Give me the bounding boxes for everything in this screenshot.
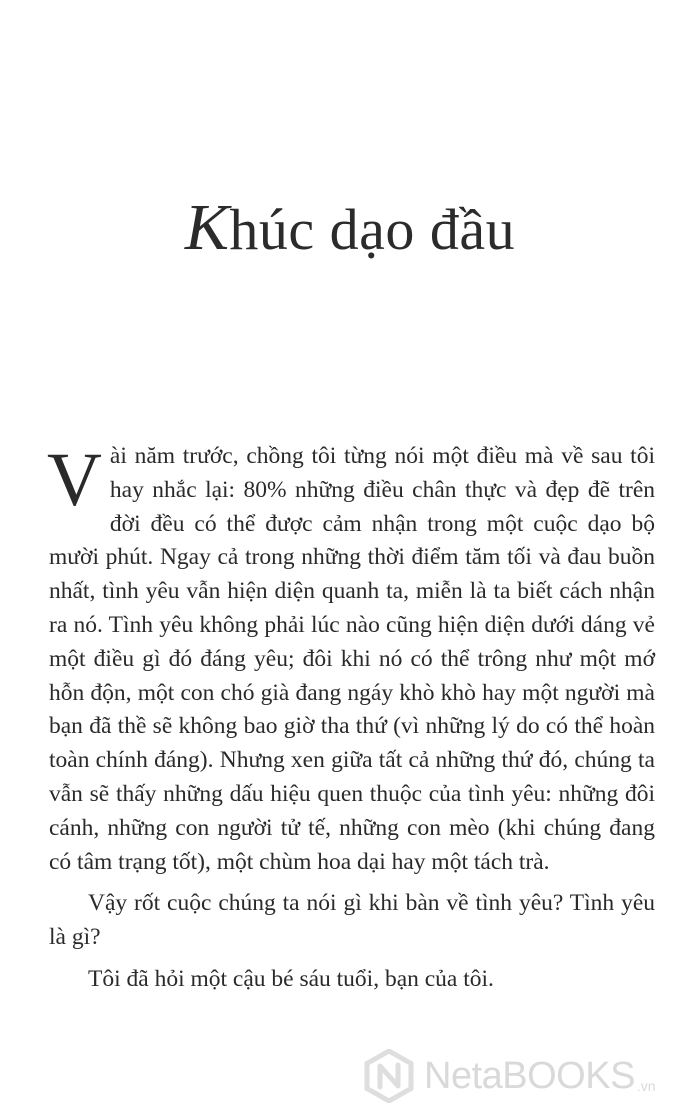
- page-title: [0, 190, 700, 266]
- paragraph-2: Vậy rốt cuộc chúng ta nói gì khi bàn về tình yêu? Tình yêu là gì?: [49, 890, 655, 951]
- page-title-rest: húc dạo đầu: [229, 197, 516, 262]
- paragraph-1-text: ài năm trước, chồng tôi từng nói một điều mà về sau tôi hay nhắc lại: 80% những điều chân thực và đẹp đẽ trên đời đều có thể được cảm nhận trong một cuộc dạo bộ mười phút. Ngay cả trong những thời điểm tăm tối và đau buồn nhất, tình yêu vẫn hiện diện quanh ta, miễn là ta biết cách nhận ra nó. Tình yêu không phải lúc nào cũng hiện diện dưới dáng vẻ một điều gì đó đáng yêu; đôi khi nó có thể trông như một mớ hỗn độn, một con chó già đang ngáy khò khò hay một người mà bạn đã thề sẽ không bao giờ tha thứ (vì những lý do có thể hoàn toàn chính đáng). Nhưng xen giữa tất cả những thứ đó, chúng ta vẫn sẽ thấy những dấu hiệu quen thuộc của tình yêu: những đôi cánh, những con người tử tế, những con mèo (khi chúng đang có tâm trạng tốt), một chùm hoa dại hay một tách trà.: [49, 443, 655, 875]
- paragraph-1: [49, 440, 655, 879]
- page-title-initial: K: [184, 191, 230, 264]
- watermark-suffix: .vn: [636, 1078, 656, 1094]
- watermark: [362, 1046, 656, 1106]
- body-text: [49, 440, 655, 1005]
- paragraph-3: Tôi đã hỏi một cậu bé sáu tuổi, bạn của tôi.: [88, 965, 494, 992]
- watermark-text: NetaBOOKS: [424, 1054, 635, 1097]
- netabooks-logo-icon: [362, 1049, 416, 1103]
- drop-cap: V: [47, 438, 102, 522]
